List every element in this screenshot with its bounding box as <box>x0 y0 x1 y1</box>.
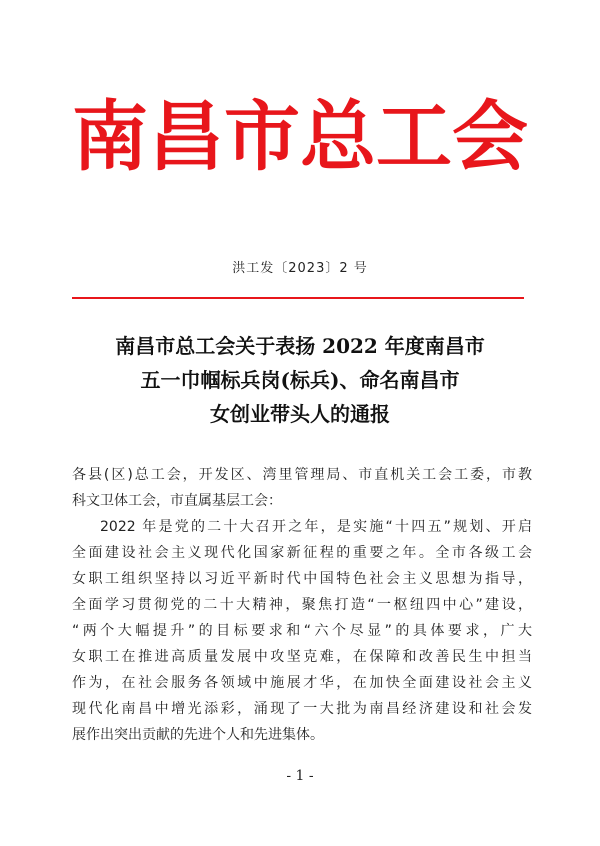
paragraph-line: 现代化南昌中增光添彩，涌现了一大批为南昌经济建设和社会发 <box>72 701 532 717</box>
notice-title <box>0 329 600 431</box>
paragraph-line: 2022 年是党的二十大召开之年，是实施“十四五”规划、开启 <box>100 519 532 535</box>
document-number: 洪工发〔2023〕2 号 <box>232 261 368 276</box>
paragraph-line: 全面学习贯彻党的二十大精神，聚焦打造“一枢纽四中心”建设， <box>72 597 532 613</box>
title-line: 五一巾帼标兵岗(标兵)、命名南昌市 <box>140 368 460 392</box>
paragraph-line: 全面建设社会主义现代化国家新征程的重要之年。全市各级工会 <box>72 545 532 561</box>
title-line: 南昌市总工会关于表扬 2022 年度南昌市 <box>115 334 485 358</box>
addressee-line: 科文卫体工会，市直属基层工会： <box>72 493 282 509</box>
red-divider-line <box>72 297 524 299</box>
paragraph-line: 女职工在推进高质量发展中攻坚克难，在保障和改善民生中担当 <box>72 649 532 665</box>
masthead-title: 南昌市总工会 <box>72 92 528 181</box>
notice-body <box>72 462 532 748</box>
paragraph-line: 作为，在社会服务各领域中施展才华，在加快全面建设社会主义 <box>72 675 532 691</box>
paragraph-line: 展作出突出贡献的先进个人和先进集体。 <box>72 727 324 743</box>
page-number: - 1 - <box>286 768 314 784</box>
title-line: 女创业带头人的通报 <box>210 402 390 426</box>
paragraph-line: 女职工组织坚持以习近平新时代中国特色社会主义思想为指导， <box>72 571 532 587</box>
paragraph-line: “两个大幅提升”的目标要求和“六个尽显”的具体要求，广大 <box>72 623 532 639</box>
addressee-line: 各县(区)总工会，开发区、湾里管理局、市直机关工会工委，市教 <box>72 467 532 483</box>
